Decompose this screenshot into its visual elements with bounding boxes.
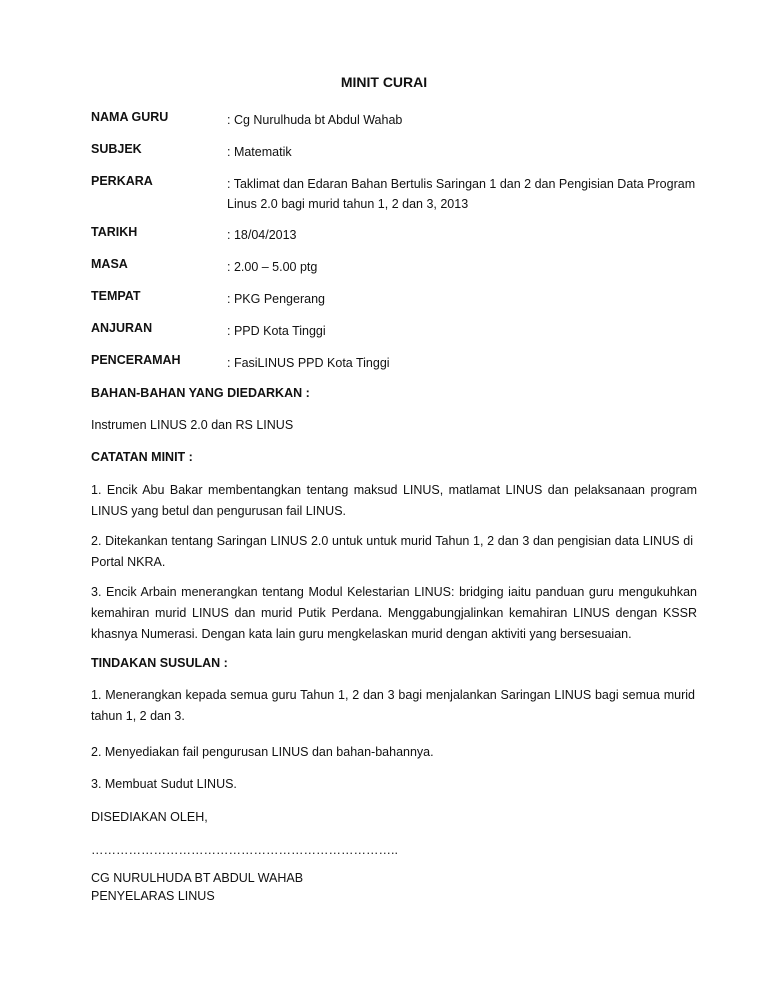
materials-text: Instrumen LINUS 2.0 dan RS LINUS: [91, 418, 294, 432]
document-title: MINIT CURAI: [340, 74, 428, 90]
field-label: TEMPAT: [91, 289, 141, 303]
field-value: : 18/04/2013: [227, 228, 297, 242]
signatory-name: CG NURULHUDA BT ABDUL WAHAB: [91, 871, 304, 885]
prepared-by-label: DISEDIAKAN OLEH,: [91, 810, 208, 824]
signature-line: ………………………………………………………………..: [91, 843, 398, 857]
action-item: 1. Menerangkan kepada semua guru Tahun 1, 2 dan 3 bagi menjalankan Saringan LINUS bagi semua murid tahun 1, 2 dan 3.: [91, 688, 695, 723]
field-value: : FasiLINUS PPD Kota Tinggi: [227, 356, 390, 370]
field-label: PERKARA: [91, 174, 153, 188]
signatory-position: PENYELARAS LINUS: [91, 889, 215, 903]
field-label: PENCERAMAH: [91, 353, 181, 367]
field-label: MASA: [91, 257, 128, 271]
field-label: NAMA GURU: [91, 110, 169, 124]
field-value: : PKG Pengerang: [227, 292, 325, 306]
field-value: : 2.00 – 5.00 ptg: [227, 260, 318, 274]
field-label: ANJURAN: [91, 321, 153, 335]
actions-heading: TINDAKAN SUSULAN :: [91, 656, 228, 670]
field-value: : Matematik: [227, 145, 292, 159]
field-value: : Taklimat dan Edaran Bahan Bertulis Saringan 1 dan 2 dan Pengisian Data Program Linus 2.0 bagi murid tahun 1, 2 dan 3, 2013: [227, 177, 696, 211]
action-item: 3. Membuat Sudut LINUS.: [91, 777, 237, 791]
action-item: 2. Menyediakan fail pengurusan LINUS dan bahan-bahannya.: [91, 745, 434, 759]
field-value: : Cg Nurulhuda bt Abdul Wahab: [227, 113, 403, 127]
field-label: SUBJEK: [91, 142, 142, 156]
minute-item: 1. Encik Abu Bakar membentangkan tentang maksud LINUS, matlamat LINUS dan pelaksanaan program LINUS yang betul dan pengurusan fail LINUS.: [91, 483, 697, 518]
minutes-heading: CATATAN MINIT :: [91, 450, 193, 464]
minute-item: 3. Encik Arbain menerangkan tentang Modul Kelestarian LINUS: bridging iaitu panduan guru mengukuhkan kemahiran murid LINUS dan murid Putik Perdana. Menggabungjalinkan kemahiran LINUS dengan KSSR khasnya Numerasi. Dengan kata lain guru mengkelaskan murid dengan aktiviti yang bersesuaian.: [91, 585, 697, 641]
field-value: : PPD Kota Tinggi: [227, 324, 326, 338]
field-label: TARIKH: [91, 225, 138, 239]
minute-item: 2. Ditekankan tentang Saringan LINUS 2.0 untuk untuk murid Tahun 1, 2 dan 3 dan pengisian data LINUS di Portal NKRA.: [91, 534, 693, 569]
materials-heading: BAHAN-BAHAN YANG DIEDARKAN :: [91, 386, 310, 400]
